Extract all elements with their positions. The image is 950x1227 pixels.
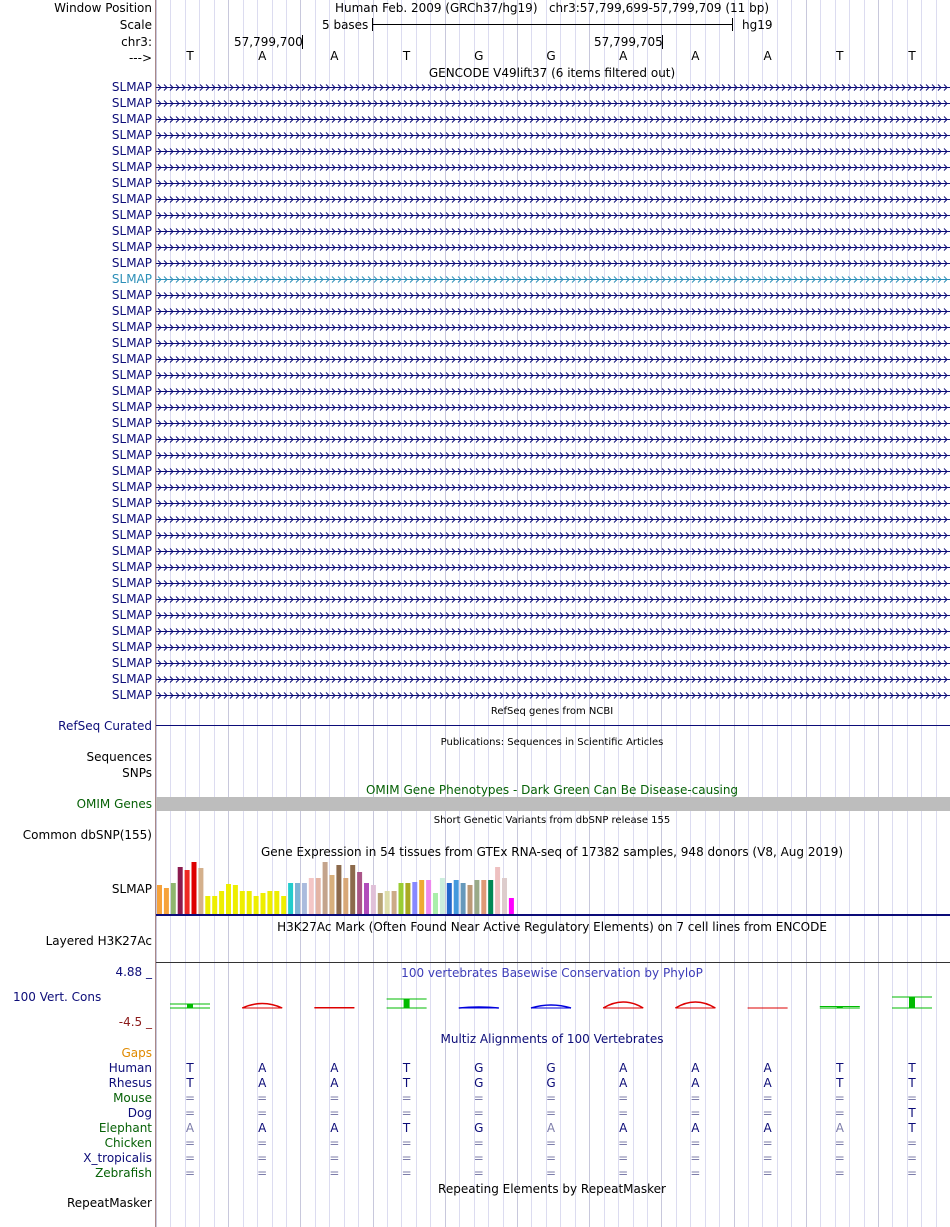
gtex-bar-chart[interactable] xyxy=(156,860,950,916)
gtex-tissue-bar xyxy=(178,867,183,914)
gencode-title[interactable]: GENCODE V49lift37 (6 items filtered out) xyxy=(428,66,676,80)
gencode-transcript-label[interactable]: SLMAP xyxy=(111,256,152,270)
gtex-tissue-bar xyxy=(378,893,383,914)
gtex-tissue-bar xyxy=(254,896,259,914)
alignment-base: G xyxy=(474,1121,484,1135)
alignment-base: = xyxy=(834,1106,845,1120)
phylop-score xyxy=(314,1008,354,1009)
repeatmasker-label[interactable]: RepeatMasker xyxy=(66,1196,152,1210)
gencode-transcript xyxy=(156,453,950,459)
alignment-base: = xyxy=(257,1106,268,1120)
gencode-transcript xyxy=(156,533,950,539)
base-letter: G xyxy=(474,49,484,63)
alignment-base: A xyxy=(330,1121,339,1135)
base-letter: A xyxy=(330,49,339,63)
gtex-tissue-bar xyxy=(433,893,438,914)
base-letter: A xyxy=(763,49,772,63)
gencode-transcript-label[interactable]: SLMAP xyxy=(111,528,152,542)
species-label[interactable]: Elephant xyxy=(98,1121,152,1135)
phylop-score xyxy=(387,999,427,1008)
gencode-transcript-label[interactable]: SLMAP xyxy=(111,368,152,382)
alignment-base: A xyxy=(546,1121,556,1135)
gencode-transcript xyxy=(156,117,950,123)
base-letter: A xyxy=(258,49,267,63)
gencode-transcript-label[interactable]: SLMAP xyxy=(111,320,152,334)
species-label[interactable]: Rhesus xyxy=(108,1076,152,1090)
species-label[interactable]: X_tropicalis xyxy=(83,1151,152,1165)
gtex-tissue-bar xyxy=(309,878,314,914)
gencode-transcript xyxy=(156,373,950,379)
gencode-transcripts[interactable] xyxy=(156,80,950,720)
alignment-base: = xyxy=(184,1166,196,1180)
alignment-base: T xyxy=(908,1121,916,1135)
alignment-base: A xyxy=(185,1121,195,1135)
common-dbsnp-label[interactable]: Common dbSNP(155) xyxy=(22,828,152,842)
alignment-base: = xyxy=(545,1106,557,1120)
gencode-transcript xyxy=(156,693,950,699)
species-label[interactable]: Chicken xyxy=(104,1136,152,1150)
alignment-base: = xyxy=(184,1136,196,1150)
gencode-transcript xyxy=(156,421,950,427)
gtex-tissue-bar xyxy=(316,878,321,914)
gencode-transcript-label[interactable]: SLMAP xyxy=(111,160,152,174)
alignment-base: = xyxy=(329,1136,340,1150)
base-letter: G xyxy=(546,49,556,63)
alignment-base: = xyxy=(618,1106,629,1120)
gencode-transcript xyxy=(156,261,950,267)
gencode-transcript-label[interactable]: SLMAP xyxy=(111,288,152,302)
gencode-transcript-label[interactable]: SLMAP xyxy=(111,560,152,574)
alignment-base: A xyxy=(330,1076,339,1090)
alignment-base: A xyxy=(258,1121,267,1135)
gtex-tissue-bar xyxy=(302,883,307,914)
alignment-base: T xyxy=(186,1061,194,1075)
alignment-base: T xyxy=(186,1076,194,1090)
alignment-base: = xyxy=(762,1151,773,1165)
gencode-transcript xyxy=(156,565,950,571)
alignment-base: T xyxy=(908,1061,916,1075)
gencode-transcript-label[interactable]: SLMAP xyxy=(111,448,152,462)
gtex-tissue-bar xyxy=(405,883,410,914)
gencode-transcript xyxy=(156,469,950,475)
h3k27ac-title[interactable]: H3K27Ac Mark (Often Found Near Active Regulatory Elements) on 7 cell lines from ENCODE xyxy=(277,920,827,934)
gencode-transcript-label[interactable]: SLMAP xyxy=(111,592,152,606)
alignment-base: G xyxy=(474,1076,484,1090)
gtex-tissue-bar xyxy=(419,880,424,914)
gtex-tissue-bar xyxy=(219,891,224,914)
scale-db: hg19 xyxy=(742,18,773,32)
gencode-transcript xyxy=(156,517,950,523)
alignment-base: = xyxy=(401,1151,412,1165)
alignment-base: A xyxy=(258,1076,267,1090)
gtex-tissue-bar xyxy=(343,878,348,914)
alignment-base: = xyxy=(906,1151,918,1165)
alignment-base: A xyxy=(619,1121,628,1135)
gencode-transcript-label[interactable]: SLMAP xyxy=(111,272,152,286)
gencode-transcript-label[interactable]: SLMAP xyxy=(111,224,152,238)
gencode-transcript xyxy=(156,405,950,411)
alignment-base: = xyxy=(329,1166,340,1180)
track-image[interactable] xyxy=(156,0,950,1227)
gtex-tissue-bar xyxy=(171,883,176,914)
position-text: chr3:57,799,699-57,799,709 (11 bp) xyxy=(548,1,770,15)
gtex-tissue-bar xyxy=(495,867,500,914)
gencode-transcript xyxy=(156,629,950,635)
gtex-tissue-bar xyxy=(281,896,286,914)
gencode-transcript xyxy=(156,597,950,603)
alignment-base: = xyxy=(184,1106,196,1120)
gencode-transcript xyxy=(156,245,950,251)
gencode-transcript-label[interactable]: SLMAP xyxy=(111,192,152,206)
phylop-score xyxy=(675,1002,715,1008)
alignment-base: = xyxy=(618,1091,629,1105)
gtex-tissue-bar xyxy=(336,865,341,914)
gtex-tissue-bar xyxy=(364,883,369,914)
alignment-base: = xyxy=(690,1091,701,1105)
track-label-column xyxy=(0,0,155,1227)
gencode-transcript-label[interactable]: SLMAP xyxy=(111,176,152,190)
alignment-base: = xyxy=(401,1166,412,1180)
gencode-transcript-label[interactable]: SLMAP xyxy=(111,128,152,142)
phylop-track-label[interactable]: 100 Vert. Cons xyxy=(13,990,102,1004)
dbsnp-title[interactable]: Short Genetic Variants from dbSNP release 155 xyxy=(433,815,671,826)
base-letter: A xyxy=(619,49,628,63)
alignment-base: A xyxy=(763,1121,772,1135)
gencode-transcript xyxy=(156,389,950,395)
gtex-tissue-bar xyxy=(288,883,293,914)
alignment-base: = xyxy=(545,1136,557,1150)
gencode-transcript xyxy=(156,309,950,315)
gtex-tissue-bar xyxy=(274,891,279,914)
gencode-transcript-label[interactable]: SLMAP xyxy=(111,432,152,446)
gtex-tissue-bar xyxy=(247,891,252,914)
gtex-tissue-bar xyxy=(261,893,266,914)
gencode-transcript-label[interactable]: SLMAP xyxy=(111,640,152,654)
alignment-base: T xyxy=(836,1076,844,1090)
base-letter: T xyxy=(836,49,844,63)
gencode-transcript xyxy=(156,645,950,651)
alignment-base: = xyxy=(401,1106,412,1120)
gencode-transcript xyxy=(156,485,950,491)
gtex-tissue-bar xyxy=(226,884,231,914)
gtex-tissue-bar xyxy=(502,878,507,914)
gtex-tissue-bar xyxy=(192,862,197,914)
gencode-transcript-label[interactable]: SLMAP xyxy=(111,304,152,318)
gencode-transcript xyxy=(156,277,950,283)
alignment-base: = xyxy=(906,1091,918,1105)
gencode-transcript-label[interactable]: SLMAP xyxy=(111,352,152,366)
species-label[interactable]: Mouse xyxy=(113,1091,152,1105)
gtex-tissue-bar xyxy=(385,891,390,914)
gtex-tissue-bar xyxy=(157,885,162,914)
h3k27ac-baseline xyxy=(156,962,950,963)
gtex-tissue-bar xyxy=(198,868,203,914)
alignment-base: = xyxy=(762,1106,773,1120)
alignment-base: = xyxy=(545,1166,557,1180)
alignment-base: G xyxy=(546,1076,556,1090)
gtex-tissue-bar xyxy=(240,891,245,914)
alignment-base: = xyxy=(906,1166,918,1180)
alignment-base: A xyxy=(835,1121,844,1135)
alignment-base: = xyxy=(473,1091,484,1105)
gtex-tissue-bar xyxy=(412,882,417,914)
gtex-tissue-bar xyxy=(461,883,466,914)
alignment-base: = xyxy=(690,1151,701,1165)
alignment-base: T xyxy=(908,1076,916,1090)
alignment-base: = xyxy=(545,1091,557,1105)
phylop-score xyxy=(459,1007,499,1008)
gtex-tissue-bar xyxy=(205,896,210,914)
gencode-transcript-label[interactable]: SLMAP xyxy=(111,544,152,558)
gencode-transcript-label[interactable]: SLMAP xyxy=(111,576,152,590)
gencode-transcript-label[interactable]: SLMAP xyxy=(111,656,152,670)
alignment-base: = xyxy=(184,1151,196,1165)
alignment-base: A xyxy=(691,1061,700,1075)
alignment-base: T xyxy=(402,1121,411,1135)
omim-label[interactable]: OMIM Genes xyxy=(76,797,152,811)
alignment-base: = xyxy=(762,1166,773,1180)
gencode-transcript-label[interactable]: SLMAP xyxy=(111,240,152,254)
base-letter: T xyxy=(186,49,194,63)
gencode-transcript xyxy=(156,341,950,347)
gencode-transcript xyxy=(156,581,950,587)
phylop-graph[interactable] xyxy=(156,984,950,1024)
gencode-transcript-label[interactable]: SLMAP xyxy=(111,416,152,430)
gtex-tissue-bar xyxy=(212,896,217,914)
gencode-transcript xyxy=(156,613,950,619)
gaps-label: Gaps xyxy=(121,1046,152,1060)
gtex-tissue-bar xyxy=(357,872,362,914)
gtex-baseline xyxy=(156,914,950,916)
gencode-transcript xyxy=(156,661,950,667)
phylop-score xyxy=(603,1002,643,1008)
gtex-tissue-bar xyxy=(295,883,300,914)
alignment-base: = xyxy=(834,1136,845,1150)
gencode-transcript xyxy=(156,85,950,91)
alignment-base: = xyxy=(762,1136,773,1150)
phylop-max-label: 4.88 _ xyxy=(115,965,152,979)
alignment-base: = xyxy=(834,1151,845,1165)
gencode-transcript xyxy=(156,325,950,331)
alignment-base: = xyxy=(690,1166,701,1180)
alignment-base: A xyxy=(619,1061,628,1075)
gencode-transcript xyxy=(156,101,950,107)
alignment-base: A xyxy=(763,1076,772,1090)
gencode-transcript-label[interactable]: SLMAP xyxy=(111,336,152,350)
alignment-base: = xyxy=(257,1151,268,1165)
alignment-base: T xyxy=(402,1076,411,1090)
gencode-transcript-label[interactable]: SLMAP xyxy=(111,464,152,478)
gencode-transcript-label[interactable]: SLMAP xyxy=(111,208,152,222)
window-position-text xyxy=(335,1,769,15)
alignment-base: = xyxy=(257,1136,268,1150)
gencode-transcript-label[interactable]: SLMAP xyxy=(111,384,152,398)
alignment-base: = xyxy=(618,1136,629,1150)
gencode-transcript-label[interactable]: SLMAP xyxy=(111,480,152,494)
gencode-transcript-label[interactable]: SLMAP xyxy=(111,80,152,94)
phylop-title[interactable]: 100 vertebrates Basewise Conservation by PhyloP xyxy=(401,966,703,980)
alignment-base: G xyxy=(546,1061,556,1075)
alignment-base: = xyxy=(545,1151,557,1165)
gtex-gene-label[interactable]: SLMAP xyxy=(111,882,152,896)
gencode-transcript xyxy=(156,357,950,363)
alignment-base: A xyxy=(763,1061,772,1075)
gencode-transcript-label[interactable]: SLMAP xyxy=(111,688,152,702)
h3k27ac-label[interactable]: Layered H3K27Ac xyxy=(45,934,152,948)
phylop-min-label: -4.5 _ xyxy=(118,1015,152,1029)
alignment-base: A xyxy=(330,1061,339,1075)
gtex-tissue-bar xyxy=(447,883,452,914)
omim-bar[interactable] xyxy=(156,797,950,811)
gencode-transcript-label[interactable]: SLMAP xyxy=(111,400,152,414)
gtex-tissue-bar xyxy=(481,880,486,914)
base-letter: T xyxy=(908,49,916,63)
gtex-tissue-bar xyxy=(371,885,376,914)
refseq-label[interactable]: RefSeq Curated xyxy=(58,719,152,733)
multiz-title[interactable]: Multiz Alignments of 100 Vertebrates xyxy=(440,1032,664,1046)
gtex-tissue-bar xyxy=(164,888,169,914)
phylop-score xyxy=(242,1004,282,1009)
window-position-label: Window Position xyxy=(54,1,152,15)
snps-label[interactable]: SNPs xyxy=(122,766,152,780)
alignment-base: = xyxy=(906,1136,918,1150)
gencode-transcript xyxy=(156,549,950,555)
gencode-transcript-label[interactable]: SLMAP xyxy=(111,144,152,158)
gtex-tissue-bar xyxy=(509,898,514,914)
alignment-base: = xyxy=(329,1151,340,1165)
base-letter: T xyxy=(402,49,411,63)
gtex-title[interactable]: Gene Expression in 54 tissues from GTEx RNA-seq of 17382 samples, 948 donors (V8, Aug 2019) xyxy=(260,845,844,859)
gtex-tissue-bar xyxy=(392,891,397,914)
gencode-transcript xyxy=(156,229,950,235)
alignment-base: = xyxy=(690,1136,701,1150)
gtex-tissue-bar xyxy=(267,891,272,914)
base-letter: A xyxy=(691,49,700,63)
alignment-base: A xyxy=(691,1121,700,1135)
gencode-transcript xyxy=(156,213,950,219)
gtex-tissue-bar xyxy=(233,885,238,914)
coordinate-tick-1: 57,799,700 xyxy=(234,35,303,49)
alignment-base: T xyxy=(402,1061,411,1075)
gencode-transcript-label[interactable]: SLMAP xyxy=(111,672,152,686)
alignment-base: = xyxy=(690,1106,701,1120)
refseq-title[interactable]: RefSeq genes from NCBI xyxy=(490,706,614,717)
gencode-transcript xyxy=(156,149,950,155)
phylop-score xyxy=(892,997,932,1008)
alignment-base: = xyxy=(401,1136,412,1150)
strand-label: ---> xyxy=(128,51,152,65)
phylop-score xyxy=(170,1004,210,1008)
coordinate-tick-2: 57,799,705 xyxy=(594,35,663,49)
alignment-base: = xyxy=(618,1151,629,1165)
alignment-base: = xyxy=(257,1166,268,1180)
alignment-base: = xyxy=(184,1091,196,1105)
scale-bar xyxy=(372,18,734,32)
alignment-base: = xyxy=(329,1106,340,1120)
phylop-score xyxy=(820,1007,860,1009)
alignment-base: A xyxy=(691,1076,700,1090)
gencode-transcript xyxy=(156,197,950,203)
gtex-tissue-bar xyxy=(440,878,445,914)
gencode-transcript-label[interactable]: SLMAP xyxy=(111,608,152,622)
gtex-tissue-bar xyxy=(350,865,355,914)
alignment-base: = xyxy=(473,1166,484,1180)
gencode-transcript xyxy=(156,133,950,139)
omim-title[interactable]: OMIM Gene Phenotypes - Dark Green Can Be Disease-causing xyxy=(365,783,739,797)
gtex-tissue-bar xyxy=(185,870,190,914)
species-label[interactable]: Dog xyxy=(127,1106,152,1120)
repeatmasker-title[interactable]: Repeating Elements by RepeatMasker xyxy=(438,1182,666,1196)
gtex-tissue-bar xyxy=(399,883,404,914)
alignment-base: G xyxy=(474,1061,484,1075)
refseq-line[interactable] xyxy=(156,725,950,726)
phylop-score xyxy=(531,1005,571,1008)
gtex-tissue-bar xyxy=(454,880,459,914)
gtex-tissue-bar xyxy=(468,885,473,914)
alignment-base: = xyxy=(473,1106,484,1120)
sequences-label[interactable]: Sequences xyxy=(86,750,152,764)
alignment-base: = xyxy=(473,1151,484,1165)
alignment-base: = xyxy=(329,1091,340,1105)
alignment-base: T xyxy=(908,1106,916,1120)
alignment-base: A xyxy=(619,1076,628,1090)
gencode-transcript-label[interactable]: SLMAP xyxy=(111,496,152,510)
gencode-transcript xyxy=(156,501,950,507)
chromosome-label: chr3: xyxy=(121,35,152,49)
gencode-transcript-label[interactable]: SLMAP xyxy=(111,512,152,526)
gencode-transcript xyxy=(156,677,950,683)
gencode-transcript xyxy=(156,293,950,299)
species-label[interactable]: Zebrafish xyxy=(95,1166,152,1180)
species-label[interactable]: Human xyxy=(108,1061,152,1075)
gencode-transcript-label[interactable]: SLMAP xyxy=(111,96,152,110)
publications-title[interactable]: Publications: Sequences in Scientific Articles xyxy=(440,737,664,748)
gencode-transcript xyxy=(156,437,950,443)
gencode-transcript-label[interactable]: SLMAP xyxy=(111,624,152,638)
gtex-tissue-bar xyxy=(474,880,479,914)
gencode-transcript xyxy=(156,165,950,171)
alignment-base: = xyxy=(473,1136,484,1150)
alignment-base: = xyxy=(401,1091,412,1105)
alignment-base: T xyxy=(836,1061,844,1075)
alignment-base: = xyxy=(257,1091,268,1105)
alignment-base: = xyxy=(618,1166,629,1180)
gencode-transcript xyxy=(156,181,950,187)
gtex-tissue-bar xyxy=(426,880,431,914)
alignment-base: = xyxy=(834,1166,845,1180)
scale-text: 5 bases xyxy=(322,18,369,32)
alignment-base: = xyxy=(834,1091,845,1105)
assembly-text: Human Feb. 2009 (GRCh37/hg19) xyxy=(334,1,538,15)
scale-label: Scale xyxy=(119,18,152,32)
gencode-transcript-label[interactable]: SLMAP xyxy=(111,112,152,126)
gtex-tissue-bar xyxy=(330,875,335,914)
gtex-tissue-bar xyxy=(323,862,328,914)
alignment-base: A xyxy=(258,1061,267,1075)
gtex-tissue-bar xyxy=(488,880,493,914)
alignment-base: = xyxy=(762,1091,773,1105)
